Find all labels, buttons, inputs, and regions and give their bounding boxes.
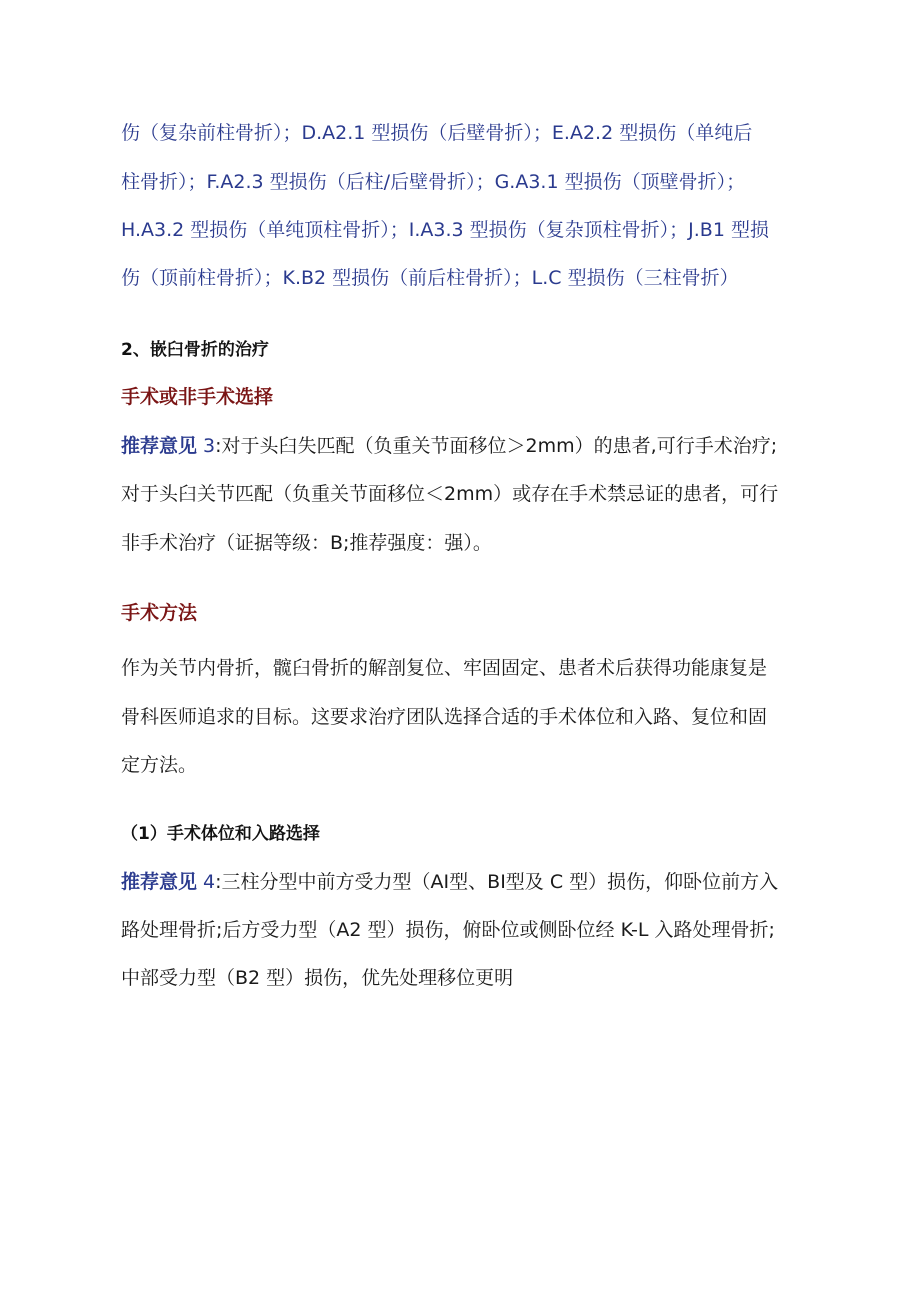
heading-surgery-method: 手术方法 [121, 602, 198, 624]
recommendation-number: 4 [197, 871, 216, 893]
heading-surgery-choice: 手术或非手术选择 [121, 386, 274, 408]
classification-line-2: 柱骨折）；F.A2.3 型损伤（后柱/后壁骨折）；G.A3.1 型损伤（顶壁骨折）； [121, 171, 746, 193]
method-paragraph-line-2: 骨科医师追求的目标。这要求治疗团队选择合适的手术体位和入路、复位和固 [121, 706, 768, 728]
recommendation-label: 推荐意见 [121, 871, 198, 893]
classification-line-3: H.A3.2 型损伤（单纯顶柱骨折）；I.A3.3 型损伤（复杂顶柱骨折）；J.B1 型损 [121, 219, 769, 241]
recommendation-4-line-3: 中部受力型（B2 型）损伤，优先处理移位更明 [121, 967, 514, 989]
recommendation-4-line-1 [121, 870, 778, 894]
recommendation-3-line-3: 非手术治疗（证据等级：B;推荐强度：强）。 [121, 532, 492, 554]
recommendation-4-line-2: 路处理骨折;后方受力型（A2 型）损伤，俯卧位或侧卧位经 K-L 入路处理骨折; [121, 919, 775, 941]
recommendation-number: 3 [197, 435, 216, 457]
method-paragraph-line-3: 定方法。 [121, 754, 198, 776]
classification-line-1: 伤（复杂前柱骨折）；D.A2.1 型损伤（后壁骨折）；E.A2.2 型损伤（单纯后 [121, 122, 753, 144]
recommendation-label: 推荐意见 [121, 435, 198, 457]
subsection-title-position-approach: （1）手术体位和入路选择 [121, 824, 320, 844]
recommendation-4-text: :三柱分型中前方受力型（AⅠ型、BⅠ型及 C 型）损伤，仰卧位前方入 [215, 871, 779, 893]
method-paragraph-line-1: 作为关节内骨折，髋臼骨折的解剖复位、牢固固定、患者术后获得功能康复是 [121, 657, 768, 679]
section-title-treatment: 2、嵌臼骨折的治疗 [121, 340, 269, 360]
recommendation-3-line-2: 对于头臼关节匹配（负重关节面移位＜2mm）或存在手术禁忌证的患者，可行 [121, 483, 779, 505]
recommendation-3-line-1 [121, 434, 777, 458]
classification-line-4: 伤（顶前柱骨折）；K.B2 型损伤（前后柱骨折）；L.C 型损伤（三柱骨折） [121, 267, 739, 289]
recommendation-3-text: :对于头臼失匹配（负重关节面移位＞2mm）的患者,可行手术治疗; [215, 435, 778, 457]
